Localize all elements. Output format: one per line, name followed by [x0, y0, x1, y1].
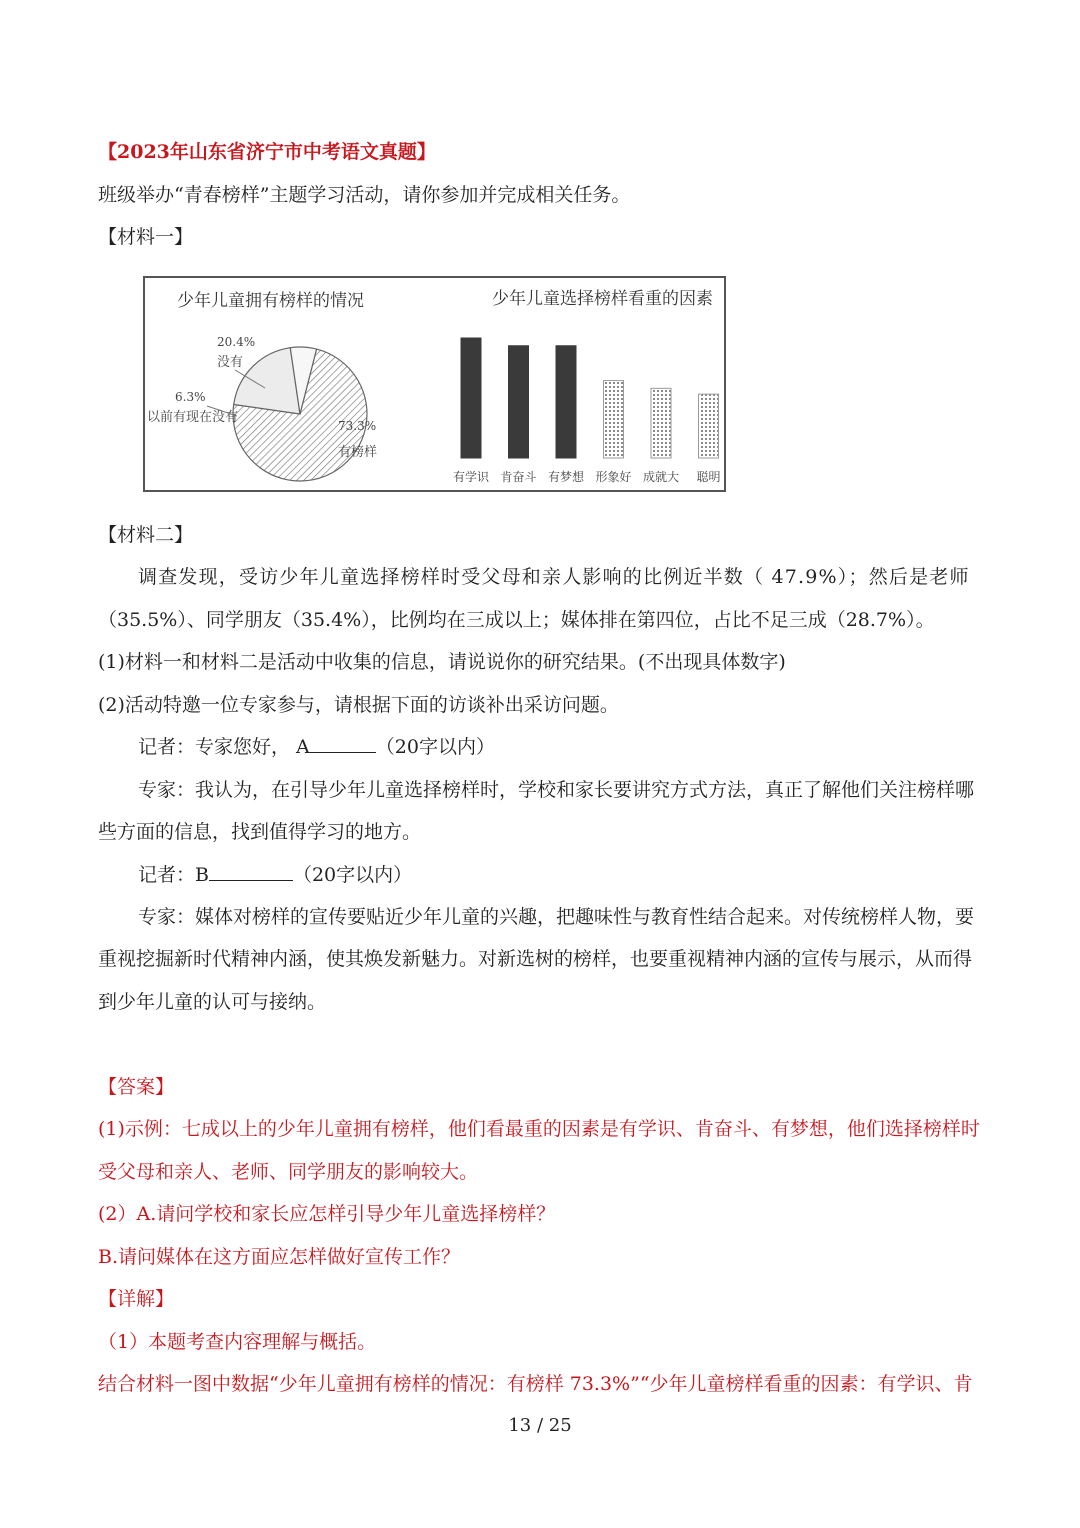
blank-b[interactable] — [209, 862, 293, 881]
pie-category-label: 以前有现在没有 — [147, 410, 239, 425]
pie-category-label: 没有 — [217, 355, 244, 370]
pie-value-label: 6.3% — [175, 390, 206, 404]
answer2-b: B.请问媒体在这方面应怎样做好宣传工作？ — [98, 1246, 461, 1268]
bar-chart-title: 少年儿童选择榜样看重的因素 — [492, 289, 713, 309]
bar — [604, 381, 624, 458]
bar — [651, 388, 671, 458]
bar-category-labels — [453, 469, 721, 484]
bar — [461, 338, 481, 458]
pie-slice — [234, 348, 300, 414]
bar-category-label: 有学识 — [452, 470, 490, 484]
page-number: 13 / 25 — [508, 1415, 572, 1436]
bar — [509, 346, 529, 458]
bar-chart — [461, 338, 719, 458]
bar-category-label: 形象好 — [595, 470, 632, 484]
detail-heading: 【详解】 — [98, 1288, 175, 1310]
bar-category-label: 成就大 — [642, 470, 680, 484]
expert-answer1-line2: 些方面的信息，找到值得学习的地方。 — [98, 821, 422, 843]
reporter-b-text: 记者：B — [138, 864, 209, 886]
reporter-a-text: 记者：专家您好， A — [138, 736, 310, 758]
expert-answer2-line1: 专家：媒体对榜样的宣传要贴近少年儿童的兴趣，把趣味性与教育性结合起来。对传统榜样人物，要 — [138, 906, 975, 928]
pie-category-label: 有榜样 — [338, 445, 378, 460]
reporter-b-limit: （20字以内） — [292, 864, 413, 886]
pie-value-label: 20.4% — [217, 335, 256, 349]
material2-heading: 【材料二】 — [98, 524, 194, 546]
answer-heading: 【答案】 — [98, 1076, 175, 1098]
expert-answer1-line1: 专家：我认为，在引导少年儿童选择榜样时，学校和家长要讲究方式方法，真正了解他们关注榜样哪 — [138, 779, 975, 801]
blank-a[interactable] — [310, 734, 376, 753]
material1-heading: 【材料一】 — [98, 226, 194, 248]
bar — [556, 346, 576, 458]
question-1: (1)材料一和材料二是活动中收集的信息，请说说你的研究结果。(不出现具体数字) — [98, 651, 786, 673]
question-2: (2)活动特邀一位专家参与，请根据下面的访谈补出采访问题。 — [98, 694, 619, 716]
pie-chart-title: 少年儿童拥有榜样的情况 — [177, 291, 364, 311]
reporter-question-a — [138, 734, 1028, 760]
material2-paragraph-line1: 调查发现，受访少年儿童选择榜样时受父母和亲人影响的比例近半数（ 47.9%）；然后是老师 — [138, 566, 970, 588]
pie-value-label: 73.3% — [338, 419, 377, 433]
answer1-line2: 受父母和亲人、老师、同学朋友的影响较大。 — [98, 1161, 479, 1183]
intro-text: 班级举办“青春榜样”主题学习活动，请你参加并完成相关任务。 — [98, 184, 631, 206]
material2-paragraph-line2: （35.5%）、同学朋友（35.4%），比例均在三成以上；媒体排在第四位，占比不足三成（28.7%）。 — [98, 609, 935, 631]
bar-category-label: 聪明 — [696, 470, 721, 484]
figure-svg — [145, 278, 724, 490]
expert-answer2-line2: 重视挖掘新时代精神内涵，使其焕发新魅力。对新选树的榜样，也要重视精神内涵的宣传与展示，从而得 — [98, 948, 973, 970]
material1-figure — [143, 276, 726, 492]
exam-title: 【2023年山东省济宁市中考语文真题】 — [98, 141, 436, 163]
reporter-a-limit: （20字以内） — [375, 736, 495, 758]
reporter-question-b — [138, 862, 1028, 888]
detail-line1: （1）本题考查内容理解与概括。 — [98, 1331, 377, 1353]
answer2-a: (2）A.请问学校和家长应怎样引导少年儿童选择榜样？ — [98, 1203, 556, 1225]
bar-category-label: 有梦想 — [547, 470, 585, 484]
pie-chart — [233, 347, 367, 481]
bar-category-label: 肯奋斗 — [500, 470, 537, 484]
expert-answer2-line3: 到少年儿童的认可与接纳。 — [98, 991, 327, 1013]
detail-line2: 结合材料一图中数据“少年儿童拥有榜样的情况：有榜样 73.3%”“少年儿童榜样看重的因素：有学识、肯 — [98, 1373, 973, 1395]
answer1-line1: (1)示例：七成以上的少年儿童拥有榜样，他们看最重的因素是有学识、肯奋斗、有梦想，他们选择榜样时 — [98, 1118, 980, 1140]
bar — [699, 394, 719, 458]
